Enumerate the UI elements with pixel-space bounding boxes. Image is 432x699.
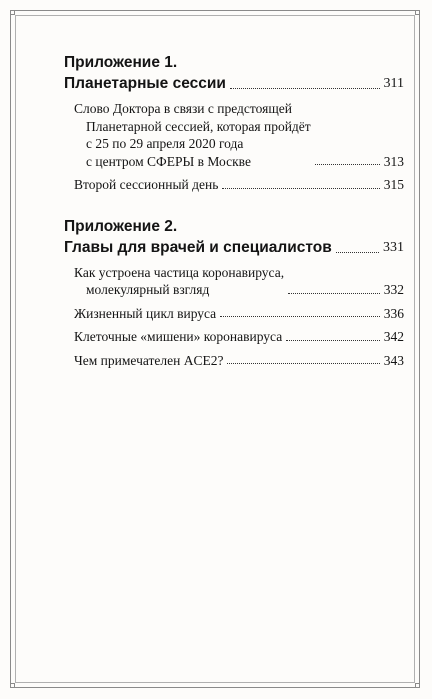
toc-entry-line: Слово Доктора в связи с предстоящей [74,101,292,116]
border-corner-ornament [415,10,420,15]
toc-entry-line: Планетарной сессией, которая пройдёт [86,118,311,134]
page-number: 311 [383,76,404,91]
toc-entry-text [74,264,284,299]
appendix-title: Приложение 1. [64,54,178,71]
toc-entry-text [74,100,311,170]
toc-entry-line: молекулярный взгляд [86,282,210,297]
page-number: 332 [383,282,404,297]
dot-leader [222,188,379,189]
dot-leader [288,293,380,294]
toc-entry[interactable] [64,264,404,299]
toc-entry-line: Как устроена частица коронавируса, [74,264,285,280]
page-number: 313 [383,153,404,169]
appendix-heading-row[interactable] [64,73,404,94]
border-corner-ornament [10,10,15,15]
toc-section-appendix-2 [64,216,404,370]
dot-leader [315,164,380,165]
toc-entry-text: Чем примечателен ACE2? [74,352,224,368]
page-number: 336 [383,305,404,321]
dot-leader [227,363,379,364]
toc-entry[interactable] [64,305,404,323]
toc-entry-text: Клеточные «мишени» коронавируса [74,329,283,344]
toc-entry-text: Жизненный цикл вируса [74,305,217,321]
page-number: 342 [383,329,404,344]
dot-leader [286,340,380,341]
appendix-title: Приложение 2. [64,217,178,235]
toc-entry[interactable] [64,100,404,170]
page-number: 343 [383,352,404,368]
dot-leader [220,316,380,317]
appendix-heading: Планетарные сессии [64,75,226,92]
toc-entry[interactable] [64,176,404,194]
page-number: 315 [383,177,404,192]
toc-entry[interactable] [64,328,404,346]
toc-entry-text: Второй сессионный день [74,177,219,192]
dot-leader [336,252,379,253]
border-corner-ornament [10,683,15,688]
toc-entry-line: с центром СФЕРЫ в Москве [86,153,251,169]
page-number: 331 [383,239,404,255]
toc-entry[interactable] [64,352,404,370]
toc-section-appendix-1 [64,52,404,194]
toc-entry-line: с 25 по 29 апреля 2020 года [86,136,244,151]
appendix-heading-row[interactable] [64,237,404,258]
border-corner-ornament [415,683,420,688]
appendix-heading: Главы для врачей и специалистов [64,238,332,256]
table-of-contents [64,52,404,383]
dot-leader [230,88,380,89]
